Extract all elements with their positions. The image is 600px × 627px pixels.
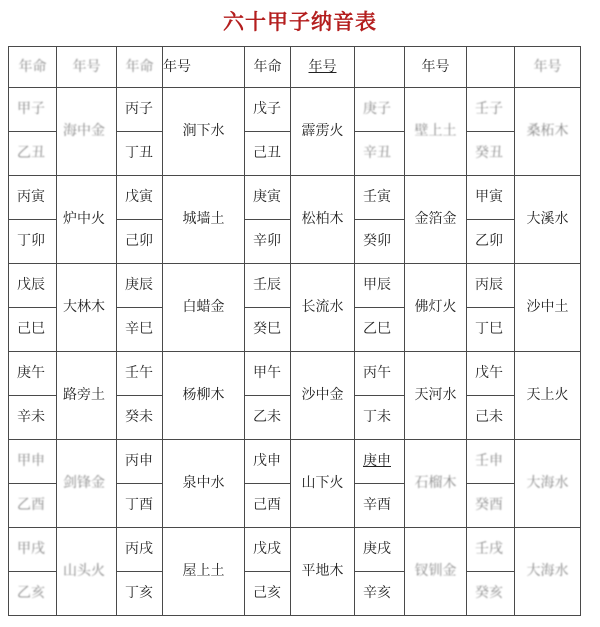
nayin-cell: 平地木 <box>291 528 355 616</box>
nayin-cell: 金箔金 <box>405 176 467 264</box>
nayin-cell: 山头火 <box>57 528 117 616</box>
ganzhi-cell: 辛丑 <box>355 132 405 176</box>
ganzhi-cell: 庚午 <box>9 352 57 396</box>
ganzhi-cell: 丁丑 <box>117 132 163 176</box>
header-cell-nianming: 年号 <box>515 47 581 88</box>
ganzhi-cell: 甲子 <box>9 88 57 132</box>
nayin-cell: 炉中火 <box>57 176 117 264</box>
nayin-cell: 沙中土 <box>515 264 581 352</box>
nayin-cell: 松柏木 <box>291 176 355 264</box>
nayin-cell: 白蜡金 <box>163 264 245 352</box>
ganzhi-cell: 癸未 <box>117 396 163 440</box>
nayin-cell: 大溪水 <box>515 176 581 264</box>
nayin-table <box>8 46 581 616</box>
header-cell-nianhao <box>355 47 405 88</box>
ganzhi-cell: 壬申 <box>467 440 515 484</box>
header-cell-nianhao: 年命 <box>117 47 163 88</box>
ganzhi-cell: 庚戌 <box>355 528 405 572</box>
ganzhi-cell: 甲午 <box>245 352 291 396</box>
ganzhi-cell: 丙戌 <box>117 528 163 572</box>
ganzhi-cell: 癸巳 <box>245 308 291 352</box>
ganzhi-cell: 辛未 <box>9 396 57 440</box>
ganzhi-cell: 癸卯 <box>355 220 405 264</box>
nayin-cell: 沙中金 <box>291 352 355 440</box>
header-cell-nianming: 年号 <box>291 47 355 88</box>
ganzhi-cell: 戊子 <box>245 88 291 132</box>
ganzhi-cell: 庚辰 <box>117 264 163 308</box>
ganzhi-cell: 乙丑 <box>9 132 57 176</box>
nayin-cell: 山下火 <box>291 440 355 528</box>
nayin-cell: 大海水 <box>515 528 581 616</box>
nayin-cell: 长流水 <box>291 264 355 352</box>
nayin-cell: 路旁土 <box>57 352 117 440</box>
header-cell-nianhao: 年命 <box>9 47 57 88</box>
ganzhi-cell: 壬戌 <box>467 528 515 572</box>
ganzhi-cell: 丙寅 <box>9 176 57 220</box>
ganzhi-cell: 甲寅 <box>467 176 515 220</box>
ganzhi-cell: 癸酉 <box>467 484 515 528</box>
ganzhi-cell: 丁未 <box>355 396 405 440</box>
ganzhi-cell: 甲申 <box>9 440 57 484</box>
nayin-cell: 天上火 <box>515 352 581 440</box>
ganzhi-cell: 己亥 <box>245 572 291 616</box>
ganzhi-cell: 丁卯 <box>9 220 57 264</box>
nayin-cell: 海中金 <box>57 88 117 176</box>
ganzhi-cell: 庚申 <box>355 440 405 484</box>
ganzhi-cell: 丙申 <box>117 440 163 484</box>
ganzhi-cell: 乙巳 <box>355 308 405 352</box>
table-row <box>9 352 581 396</box>
ganzhi-cell: 戊寅 <box>117 176 163 220</box>
ganzhi-cell: 戊戌 <box>245 528 291 572</box>
ganzhi-cell: 己巳 <box>9 308 57 352</box>
page-title: 六十甲子纳音表 <box>223 9 377 34</box>
nayin-cell: 钗钏金 <box>405 528 467 616</box>
ganzhi-cell: 乙亥 <box>9 572 57 616</box>
ganzhi-cell: 癸亥 <box>467 572 515 616</box>
nayin-cell: 大林木 <box>57 264 117 352</box>
header-cell-nianming: 年号 <box>57 47 117 88</box>
ganzhi-cell: 戊午 <box>467 352 515 396</box>
ganzhi-cell: 丁巳 <box>467 308 515 352</box>
nayin-cell: 屋上土 <box>163 528 245 616</box>
nayin-cell: 杨柳木 <box>163 352 245 440</box>
ganzhi-cell: 壬午 <box>117 352 163 396</box>
nayin-cell: 城墙土 <box>163 176 245 264</box>
nayin-cell: 涧下水 <box>163 88 245 176</box>
nayin-cell: 壁上土 <box>405 88 467 176</box>
ganzhi-cell: 辛亥 <box>355 572 405 616</box>
header-cell-nianhao <box>467 47 515 88</box>
nayin-cell: 天河水 <box>405 352 467 440</box>
header-cell-nianhao: 年命 <box>245 47 291 88</box>
ganzhi-cell: 辛卯 <box>245 220 291 264</box>
table-row <box>9 176 581 220</box>
ganzhi-cell: 乙卯 <box>467 220 515 264</box>
header-cell-nianming: 年号 <box>163 47 245 88</box>
ganzhi-cell: 己未 <box>467 396 515 440</box>
ganzhi-cell: 戊申 <box>245 440 291 484</box>
ganzhi-cell: 丙子 <box>117 88 163 132</box>
table-row <box>9 88 581 132</box>
ganzhi-cell: 壬子 <box>467 88 515 132</box>
ganzhi-cell: 壬寅 <box>355 176 405 220</box>
ganzhi-cell: 甲辰 <box>355 264 405 308</box>
ganzhi-cell: 乙未 <box>245 396 291 440</box>
nayin-cell: 佛灯火 <box>405 264 467 352</box>
nayin-cell: 剑锋金 <box>57 440 117 528</box>
ganzhi-cell: 壬辰 <box>245 264 291 308</box>
ganzhi-cell: 戊辰 <box>9 264 57 308</box>
ganzhi-cell: 丙午 <box>355 352 405 396</box>
table-row <box>9 264 581 308</box>
ganzhi-cell: 丁酉 <box>117 484 163 528</box>
ganzhi-cell: 辛巳 <box>117 308 163 352</box>
ganzhi-cell: 庚子 <box>355 88 405 132</box>
nayin-cell: 大海水 <box>515 440 581 528</box>
nayin-cell: 石榴木 <box>405 440 467 528</box>
header-row <box>9 47 581 88</box>
header-cell-nianming: 年号 <box>405 47 467 88</box>
nayin-cell: 泉中水 <box>163 440 245 528</box>
table-row <box>9 440 581 484</box>
ganzhi-cell: 癸丑 <box>467 132 515 176</box>
ganzhi-cell: 己丑 <box>245 132 291 176</box>
ganzhi-cell: 辛酉 <box>355 484 405 528</box>
ganzhi-cell: 己酉 <box>245 484 291 528</box>
nayin-cell: 霹雳火 <box>291 88 355 176</box>
ganzhi-cell: 己卯 <box>117 220 163 264</box>
ganzhi-cell: 乙酉 <box>9 484 57 528</box>
ganzhi-cell: 丙辰 <box>467 264 515 308</box>
table-row <box>9 528 581 572</box>
ganzhi-cell: 丁亥 <box>117 572 163 616</box>
nayin-cell: 桑柘木 <box>515 88 581 176</box>
ganzhi-cell: 庚寅 <box>245 176 291 220</box>
ganzhi-cell: 甲戌 <box>9 528 57 572</box>
